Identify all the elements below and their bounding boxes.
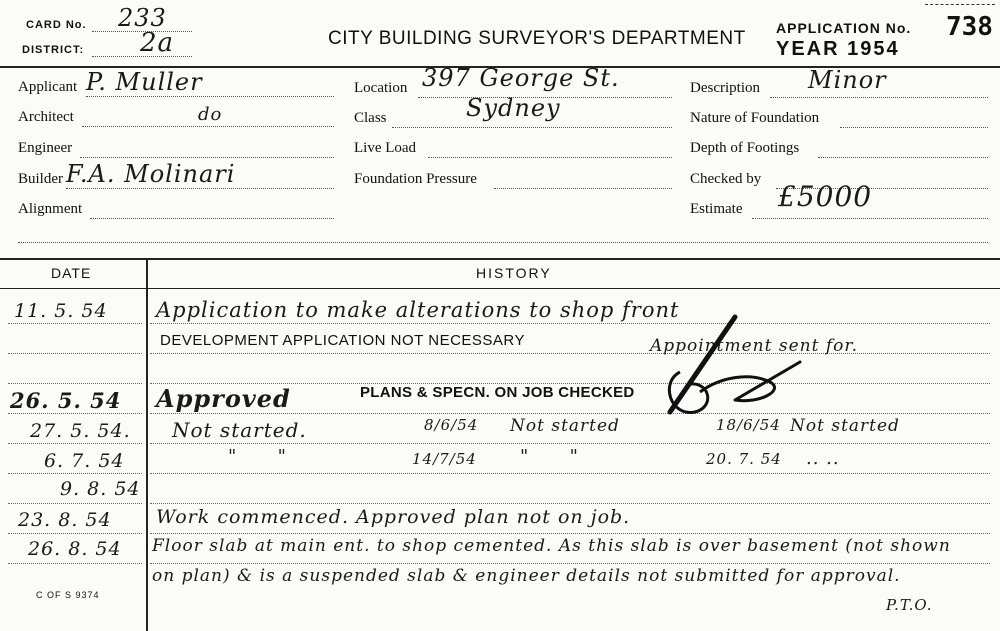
date-rule <box>8 473 142 474</box>
stamp-development: DEVELOPMENT APPLICATION NOT NECESSARY <box>160 332 525 349</box>
foundation-pressure-label: Foundation Pressure <box>354 171 477 187</box>
fields-divider <box>0 258 1000 260</box>
depth-footings-label: Depth of Footings <box>690 140 800 156</box>
extra-line <box>18 242 988 243</box>
entry-3-text: Approved <box>156 384 291 413</box>
entry-6-date: 9. 8. 54 <box>60 478 141 500</box>
engineer-label: Engineer <box>18 140 73 156</box>
builder-label: Builder <box>18 171 63 187</box>
history-rule <box>150 563 990 564</box>
history-rule <box>150 443 990 444</box>
district-value: 2a <box>140 28 175 58</box>
location-label: Location <box>354 80 408 96</box>
date-rule <box>8 563 142 564</box>
date-rule <box>8 533 142 534</box>
class-label: Class <box>354 110 387 126</box>
applicant-line <box>86 96 334 97</box>
entry-5-date3: 20. 7. 54 <box>706 450 782 468</box>
estimate-value: £5000 <box>778 180 873 213</box>
architect-label: Architect <box>18 109 74 125</box>
applicant-label: Applicant <box>18 79 78 95</box>
entry-9-text: on plan) & is a suspended slab & engineer details not submitted for approval. <box>152 566 901 586</box>
nature-foundation-line <box>840 127 988 128</box>
alignment-line <box>90 218 334 219</box>
depth-footings-line <box>818 157 988 158</box>
year-label: YEAR 1954 <box>776 38 900 60</box>
nature-foundation-label: Nature of Foundation <box>690 110 820 126</box>
entry-5-date: 6. 7. 54 <box>44 450 125 472</box>
application-no-value: 738 <box>946 12 993 42</box>
form-code: C OF S 9374 <box>36 590 100 600</box>
entry-8-text: Floor slab at main ent. to shop cemented. As this slab is over basement (not shown <box>152 536 951 556</box>
signature-mark <box>640 312 810 432</box>
entry-4-text3: Not started <box>790 416 900 436</box>
date-column-rule <box>146 259 148 631</box>
date-column-header: DATE <box>51 265 92 281</box>
application-no-rule <box>925 4 995 5</box>
entry-8-date: 26. 8. 54 <box>28 538 122 560</box>
entry-4-text2: Not started <box>510 416 620 436</box>
date-rule <box>8 503 142 504</box>
live-load-line <box>428 157 672 158</box>
engineer-line <box>80 157 334 158</box>
stamp-plans-checked: PLANS & SPECN. ON JOB CHECKED <box>360 384 635 401</box>
card-no-label: CARD No. <box>26 19 87 31</box>
checked-by-label: Checked by <box>690 171 762 187</box>
history-rule <box>150 503 990 504</box>
location-value: 397 George St. <box>422 64 620 92</box>
applicant-value: P. Muller <box>86 68 203 96</box>
history-header-divider <box>0 288 1000 289</box>
date-rule <box>8 353 142 354</box>
description-value: Minor <box>808 66 887 94</box>
description-line <box>770 97 988 98</box>
entry-5-ditto1: " " <box>228 446 287 467</box>
department-title: CITY BUILDING SURVEYOR'S DEPARTMENT <box>328 28 746 49</box>
entry-1-date: 11. 5. 54 <box>14 300 108 322</box>
foundation-pressure-line <box>494 188 672 189</box>
district-label: DISTRICT: <box>22 44 85 56</box>
class-value: Sydney <box>466 94 561 122</box>
estimate-label: Estimate <box>690 201 743 217</box>
architect-line <box>82 126 334 127</box>
live-load-label: Live Load <box>354 140 417 156</box>
architect-value: do <box>198 104 223 125</box>
history-rule <box>150 413 990 414</box>
history-column-header: HISTORY <box>476 265 552 281</box>
pto-note: P.T.O. <box>886 596 933 614</box>
estimate-line <box>752 218 988 219</box>
entry-2-note: Appointment sent for. <box>650 336 859 356</box>
entry-3-date: 26. 5. 54 <box>10 388 122 413</box>
builder-line <box>66 188 334 189</box>
date-rule <box>8 443 142 444</box>
class-line <box>392 127 672 128</box>
entry-5-ditto2: " " <box>520 446 579 467</box>
history-rule <box>150 323 990 324</box>
entry-7-date: 23. 8. 54 <box>18 509 112 531</box>
entry-5-date2: 14/7/54 <box>412 450 477 468</box>
application-no-label: APPLICATION No. <box>776 20 912 36</box>
builder-value: F.A. Molinari <box>66 160 236 188</box>
entry-4-date3: 18/6/54 <box>716 416 781 434</box>
history-rule <box>150 353 990 354</box>
card-no-value: 233 <box>118 4 167 32</box>
entry-7-text: Work commenced. Approved plan not on job. <box>156 506 631 528</box>
entry-4-text: Not started. <box>172 418 307 442</box>
alignment-label: Alignment <box>18 201 83 217</box>
history-rule <box>150 473 990 474</box>
entry-5-ditto3: .. .. <box>806 448 840 469</box>
history-rule <box>150 533 990 534</box>
entry-1-text: Application to make alterations to shop front <box>156 298 680 322</box>
date-rule <box>8 413 142 414</box>
date-rule <box>8 323 142 324</box>
entry-4-date: 27. 5. 54. <box>30 420 131 442</box>
entry-4-date2: 8/6/54 <box>424 416 479 434</box>
description-label: Description <box>690 80 760 96</box>
date-rule <box>8 383 142 384</box>
